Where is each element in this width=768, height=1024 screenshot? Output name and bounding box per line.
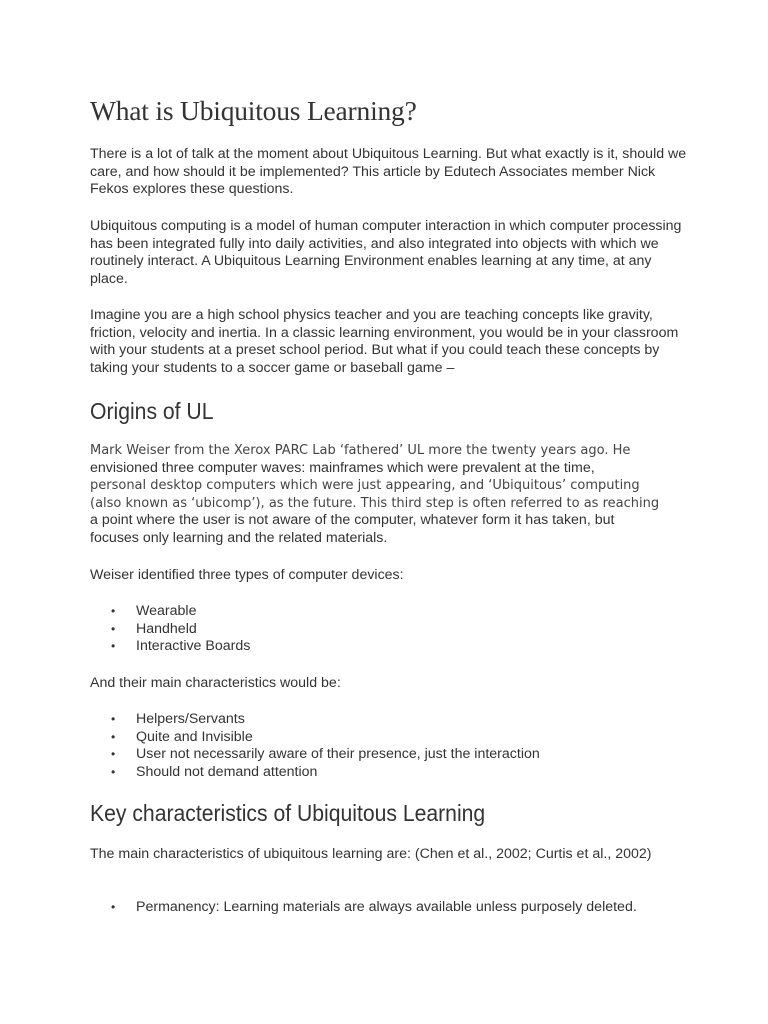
bullet-icon: • bbox=[111, 900, 116, 914]
origins-line-6: focuses only learning and the related materials. bbox=[90, 529, 388, 546]
intro-paragraph-1: There is a lot of talk at the moment about Ubiquitous Learning. But what exactly is it, should we care, and how should it be implemented? This article by Edutech Associates member Nick Fekos explores these questions. bbox=[90, 146, 687, 198]
page-title: What is Ubiquitous Learning? bbox=[90, 95, 417, 126]
key-characteristics-heading: Key characteristics of Ubiquitous Learning bbox=[90, 800, 486, 826]
bullet-icon: • bbox=[111, 764, 116, 779]
list-item: • User not necessarily aware of their presence, just the interaction bbox=[111, 746, 540, 763]
intro-paragraph-2: Ubiquitous computing is a model of human computer interaction in which computer processing has been integrated fully into daily activities, and also integrated into objects with which we routinely interact. A Ubiquitous Learning Environment enables learning at any time, at any place. bbox=[90, 218, 682, 287]
bullet-icon: • bbox=[111, 729, 116, 744]
bullet-icon: • bbox=[111, 747, 116, 762]
list-item: • Wearable bbox=[111, 603, 197, 619]
origins-heading: Origins of UL bbox=[90, 398, 214, 424]
characteristics-list bbox=[90, 711, 690, 781]
list-item: • Handheld bbox=[111, 620, 197, 637]
origins-paragraph bbox=[90, 442, 690, 548]
bullet-icon: • bbox=[111, 604, 116, 618]
list-item: • Quite and Invisible bbox=[111, 728, 253, 745]
bullet-icon: • bbox=[111, 621, 116, 636]
list-item: • Interactive Boards bbox=[111, 638, 251, 655]
intro-paragraph-3: Imagine you are a high school physics teacher and you are teaching concepts like gravity, friction, velocity and inertia. In a classic learning environment, you would be in your classroom with your students at a preset school period. But what if you could teach these concepts by taking your students to a soccer game or baseball game – bbox=[90, 307, 679, 376]
devices-list bbox=[90, 603, 690, 656]
list-item: • Permanency: Learning materials are always available unless purposely deleted. bbox=[111, 899, 637, 915]
characteristics-intro: And their main characteristics would be: bbox=[90, 675, 341, 691]
origins-line-1: Mark Weiser from the Xerox PARC Lab ‘fathered’ UL more the twenty years ago. He bbox=[90, 443, 631, 458]
list-item: • Helpers/Servants bbox=[111, 711, 245, 727]
origins-line-3: personal desktop computers which were just appearing, and ‘Ubiquitous’ computing bbox=[90, 478, 640, 494]
origins-line-2: envisioned three computer waves: mainframes which were prevalent at the time, bbox=[90, 459, 595, 476]
bullet-icon: • bbox=[111, 639, 116, 654]
list-item: • Should not demand attention bbox=[111, 763, 318, 780]
origins-line-4: (also known as ‘ubicomp’), as the future. This third step is often referred to as reaching bbox=[90, 495, 660, 511]
bullet-icon: • bbox=[111, 712, 116, 726]
key-characteristics-intro: The main characteristics of ubiquitous learning are: (Chen et al., 2002; Curtis et al., 2002) bbox=[90, 846, 652, 862]
key-characteristics-list bbox=[90, 899, 690, 917]
devices-intro: Weiser identified three types of computer devices: bbox=[90, 567, 404, 583]
origins-line-5: a point where the user is not aware of the computer, whatever form it has taken, but bbox=[90, 512, 615, 529]
